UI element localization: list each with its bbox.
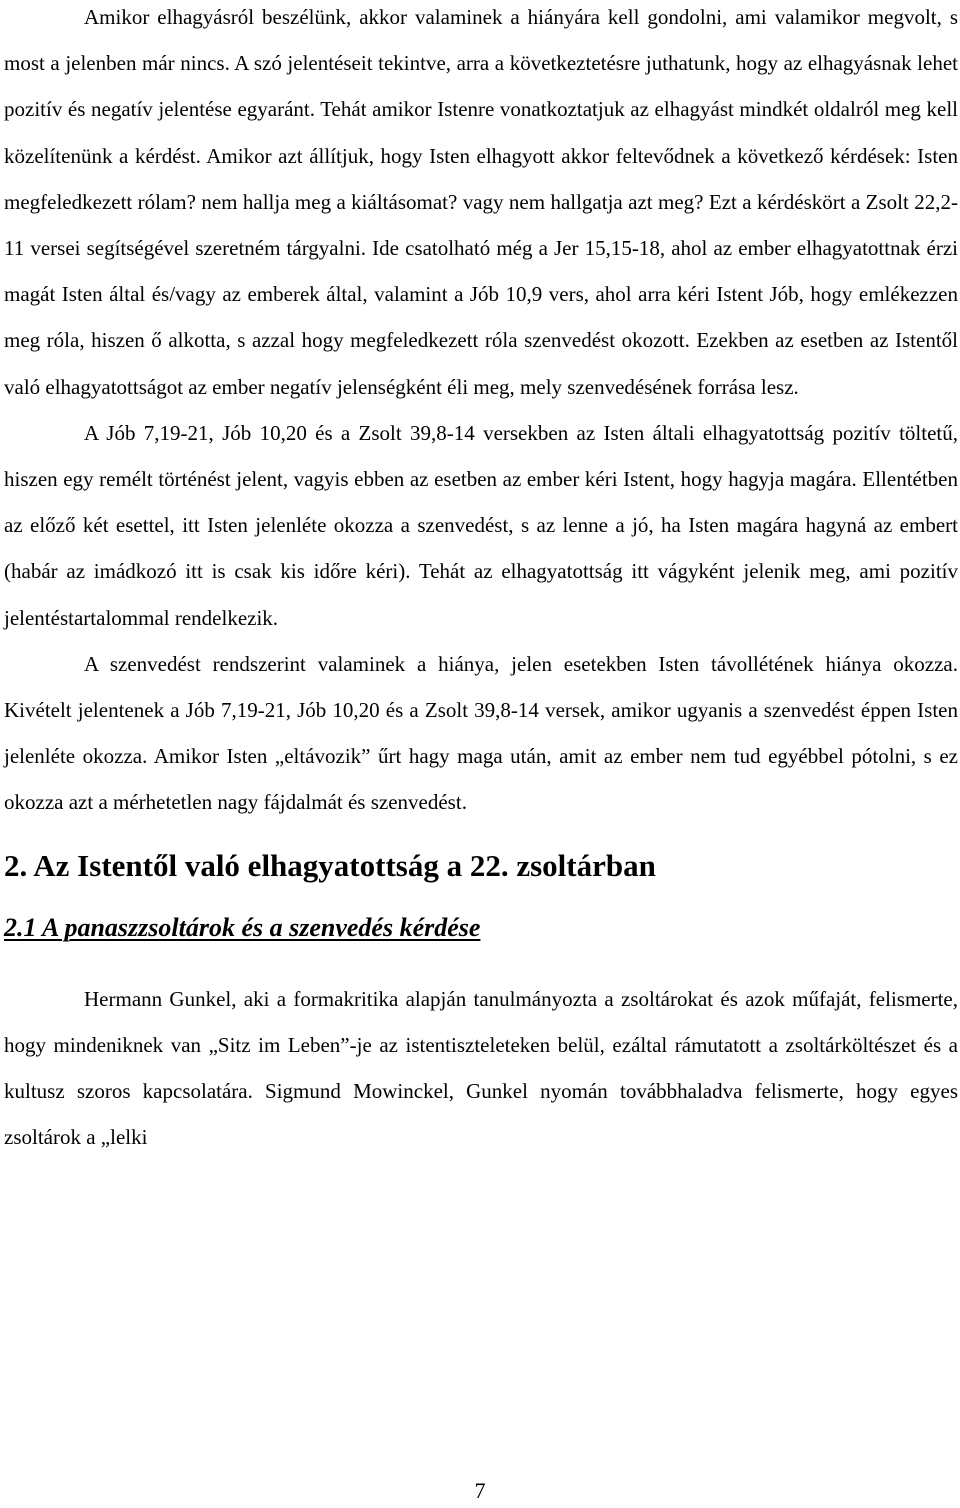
document-page [4,0,958,1160]
chapter-heading: 2. Az Istentől való elhagyatottság a 22. zsoltárban [4,847,656,883]
paragraph-suffering-cause: A szenvedést rendszerint valaminek a hiánya, jelen esetekben Isten távollétének hiánya okozza. Kivételt jelentenek a Jób 7,19-21, Jób 10,20 és a Zsolt 39,8-14 versek, amikor ugyanis a szenvedést éppen Isten jelenléte okozza. Amikor Isten „eltávozik” űrt hagy maga után, amit az ember nem tud egyébbel pótolni, s ez okozza azt a mérhetetlen nagy fájdalmát és szenvedést. [4,651,958,815]
paragraph-abandonment-meaning: Amikor elhagyásról beszélünk, akkor valaminek a hiányára kell gondolni, ami valamikor megvolt, s most a jelenben már nincs. A szó jelentéseit tekintve, arra a következtetésre juthatunk, hogy az elhagyásnak lehet pozitív és negatív jelentése egyaránt. Tehát amikor Istenre vonatkoztatjuk az elhagyást mindkét oldalról meg kell közelítenünk a kérdést. Amikor azt állítjuk, hogy Isten elhagyott akkor feltevődnek a következő kérdések: Isten megfeledkezett rólam? nem hallja meg a kiáltásomat? vagy nem hallgatja azt meg? Ezt a kérdéskört a Zsolt 22,2-11 versei segítségével szeretném tárgyalni. Ide csatolható még a Jer 15,15-18, ahol az ember elhagyatottnak érzi magát Isten által és/vagy az emberek által, valamint a Jób 10,9 vers, ahol arra kéri Istent Jób, hogy emlékezzen meg róla, hiszen ő alkotta, s azzal hogy megfeledkezett róla szenvedést okozott. Ezekben az esetben az Istentől való elhagyatottságot az ember negatív jelenségként éli meg, mely szenvedésének forrása lesz. [4,5,958,399]
paragraph-positive-abandonment: A Jób 7,19-21, Jób 10,20 és a Zsolt 39,8-14 versekben az Isten általi elhagyatottság pozitív töltetű, hiszen egy remélt történést jelent, vagyis ebben az esetben az ember kéri Istent, hogy hagyja magára. Ellentétben az előző két esettel, itt Isten jelenléte okozza a szenvedést, s az lenne a jó, ha Isten magára hagyná az embert (habár az imádkozó itt is csak kis időre kéri). Tehát az elhagyatottság itt vágyként jelenik meg, ami pozitív jelentéstartalommal rendelkezik. [4,420,958,630]
page-number: 7 [474,1478,486,1503]
section-heading: 2.1 A panaszzsoltárok és a szenvedés kérdése [4,912,481,942]
paragraph-gunkel: Hermann Gunkel, aki a formakritika alapján tanulmányozta a zsoltárokat és azok műfaját, felismerte, hogy mindeniknek van „Sitz im Leben”-je az istentiszteleteken belül, ezáltal rámutatott a zsoltárköltészet és a kultusz szoros kapcsolatára. Sigmund Mowinckel, Gunkel nyomán továbbhaladva felismerte, hogy egyes zsoltárok a „lelki [4,986,958,1150]
